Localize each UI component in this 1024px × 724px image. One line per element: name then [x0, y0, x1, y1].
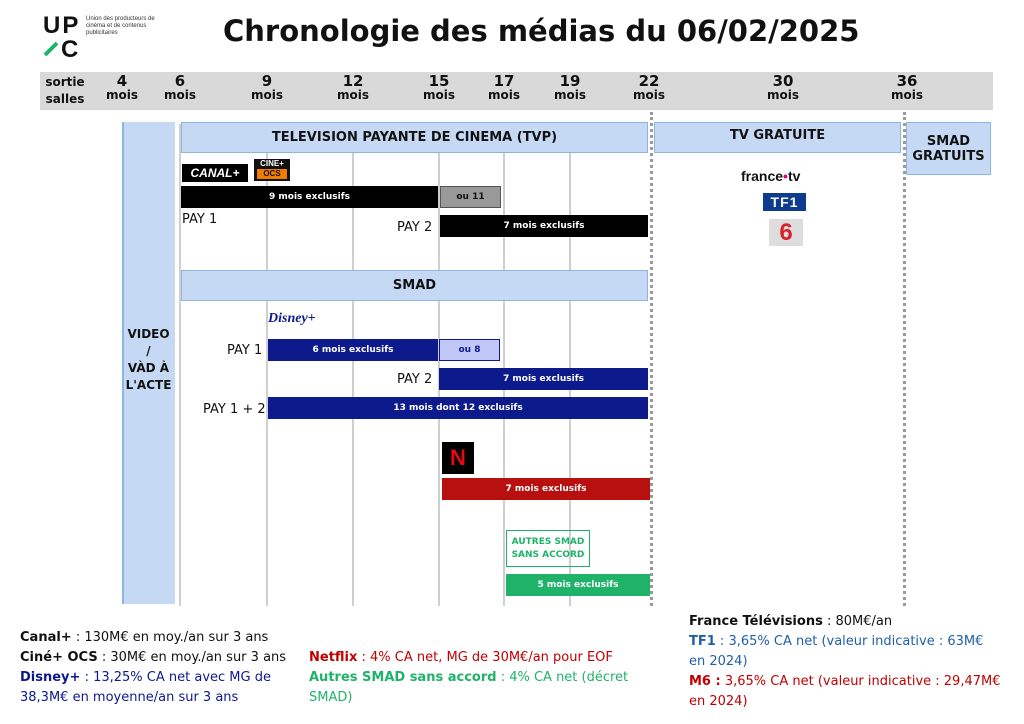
tick-30: 30 mois	[766, 72, 799, 102]
tvp-pay2-label: PAY 2	[397, 220, 433, 235]
netflix-logo: N	[442, 442, 474, 474]
dotted-line-36	[903, 112, 906, 606]
tick-17: 17 mois	[487, 72, 520, 102]
tick-9: 9 mois	[250, 72, 283, 102]
smad-header: SMAD	[181, 270, 648, 301]
legend-middle: Netflix : 4% CA net, MG de 30M€/an pour EOF Autres SMAD sans accord : 4% CA net (décret SMAD)	[309, 650, 629, 705]
tick-15: 15 mois	[422, 72, 455, 102]
tf1-logo: TF1	[763, 193, 806, 211]
disney-plus-logo: Disney+	[268, 311, 316, 326]
smad-pay12-label: PAY 1 + 2	[203, 402, 266, 417]
video-label: VIDEO / VÀD À L'ACTE	[125, 327, 172, 392]
tvp-pay2-bar: 7 mois exclusifs	[440, 215, 648, 237]
timeline-start-label: sortie salles	[45, 75, 85, 106]
logo-letters: UP	[43, 12, 81, 39]
canal-plus-logo: CANAL+	[182, 164, 248, 182]
disney-pay1-bar: 6 mois exclusifs	[268, 339, 438, 361]
smad-pay2-label: PAY 2	[397, 372, 433, 387]
legend-right: France Télévisions : 80M€/an TF1 : 3,65% CA net (valeur indicative : 63M€ en 2024) M6 : 3,65% CA net (valeur indicative : 29,47M€ en 2024)	[689, 614, 1001, 709]
legend-left: Canal+ : 130M€ en moy./an sur 3 ans Ciné+ OCS : 30M€ en moy./an sur 3 ans Disney+ : 13,25% CA net avec MG de 38,3M€ en moyenne/an sur 3 ans	[20, 630, 287, 705]
tick-6: 6 mois	[163, 72, 196, 102]
france-tv-logo: france•tv	[741, 168, 801, 184]
tick-36: 36 mois	[890, 72, 923, 102]
disney-pay1-alt-bar: ou 8	[439, 339, 500, 361]
disney-pay2-bar: 7 mois exclusifs	[439, 368, 648, 390]
tvp-header: TELEVISION PAYANTE DE CINEMA (TVP)	[181, 122, 648, 153]
logo-letter-c: C	[61, 36, 79, 63]
smad-gratuits-header: SMAD GRATUITS	[906, 122, 991, 175]
grid-line-17	[503, 124, 505, 606]
autres-smad-bar: 5 mois exclusifs	[506, 574, 650, 596]
cine-ocs-logo: CINE+ OCS	[254, 159, 290, 181]
page-title: Chronologie des médias du 06/02/2025	[223, 14, 860, 48]
tick-22: 22 mois	[632, 72, 665, 102]
m6-logo: 6	[769, 219, 803, 246]
logo-caption: Union des producteurs de cinéma et de contenus publicitaires	[86, 16, 155, 36]
logo-slash-icon	[43, 40, 59, 56]
tv-gratuite-header: TV GRATUITE	[654, 122, 901, 153]
tvp-pay1-label: PAY 1	[182, 212, 218, 227]
dotted-line-22	[650, 112, 653, 606]
tick-12: 12 mois	[336, 72, 369, 102]
disney-pay12-bar: 13 mois dont 12 exclusifs	[268, 397, 648, 419]
tvp-pay1-alt-bar: ou 11	[440, 186, 501, 208]
tick-19: 19 mois	[553, 72, 586, 102]
tick-4: 4 mois	[105, 72, 138, 102]
autres-smad-label-box: AUTRES SMAD SANS ACCORD	[506, 530, 590, 567]
netflix-bar: 7 mois exclusifs	[442, 478, 650, 500]
tvp-pay1-bar: 9 mois exclusifs	[181, 186, 438, 208]
smad-pay1-label: PAY 1	[227, 343, 263, 358]
